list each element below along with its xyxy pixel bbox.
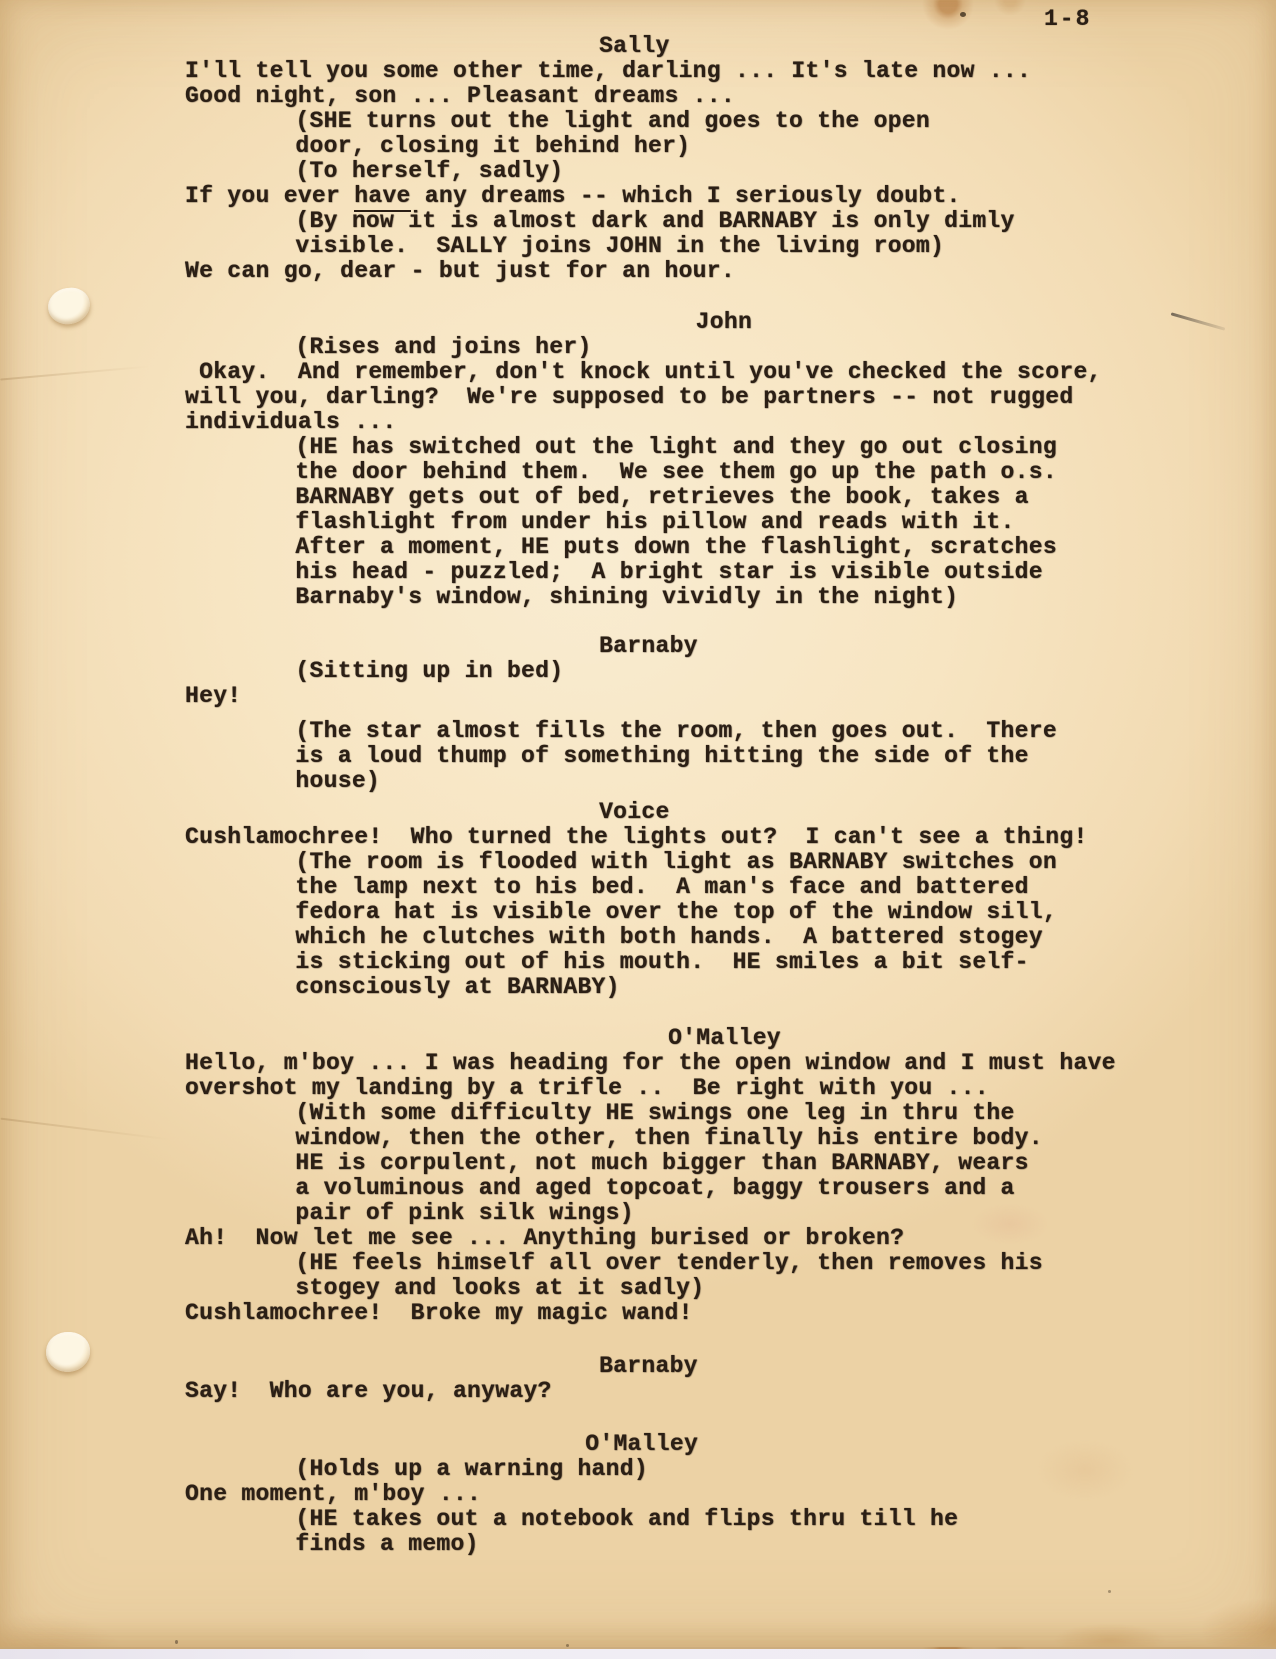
stage-direction: BARNABY gets out of bed, retrieves the book, takes a xyxy=(295,484,1029,510)
ink-speck xyxy=(1108,1590,1111,1593)
dialogue-line: If you ever have any dreams -- which I seriously doubt. xyxy=(185,184,1276,209)
stage-direction: which he clutches with both hands. A battered stogey xyxy=(295,924,1043,950)
dialogue-line: Cushlamochree! Broke my magic wand! xyxy=(185,1300,693,1326)
character-name: Barnaby xyxy=(599,633,698,659)
character-name: Voice xyxy=(599,799,670,825)
stage-direction: is sticking out of his mouth. HE smiles a bit self- xyxy=(295,949,1029,975)
stage-direction: a voluminous and aged topcoat, baggy trousers and a xyxy=(295,1175,1015,1201)
stage-direction: (The star almost fills the room, then goes out. There xyxy=(295,718,1057,744)
spacer xyxy=(185,1000,1276,1026)
dialogue-line: Good night, son ... Pleasant dreams ... xyxy=(185,83,735,109)
ink-speck xyxy=(175,1640,178,1644)
character-name: O'Malley xyxy=(585,1431,699,1457)
stage-direction: the door behind them. We see them go up the path o.s. xyxy=(295,459,1057,485)
dialogue-line: overshot my landing by a trifle .. Be right with you ... xyxy=(185,1075,989,1101)
spacer xyxy=(185,1326,1276,1354)
stage-direction: pair of pink silk wings) xyxy=(295,1200,634,1226)
character-name: John xyxy=(695,309,753,335)
underlined-word: have xyxy=(354,183,410,212)
stage-direction: (Holds up a warning hand) xyxy=(295,1456,648,1482)
stage-direction: (With some difficulty HE swings one leg in thru the xyxy=(295,1100,1015,1126)
character-name: Sally xyxy=(599,33,670,59)
stage-direction: consciously at BARNABY) xyxy=(295,974,620,1000)
page-number: 1-8 xyxy=(1044,6,1092,32)
spacer xyxy=(185,1404,1276,1432)
stage-direction: After a moment, HE puts down the flashlight, scratches xyxy=(295,534,1057,560)
stage-direction: (Sitting up in bed) xyxy=(295,658,564,684)
stage-direction: is a loud thump of something hitting the side of the xyxy=(295,743,1029,769)
stage-direction: (HE feels himself all over tenderly, then removes his xyxy=(295,1250,1043,1276)
ink-speck xyxy=(960,12,966,17)
dialogue-line: One moment, m'boy ... xyxy=(185,1481,482,1507)
dialogue-line: Hey! xyxy=(185,683,242,709)
dialogue-line: Cushlamochree! Who turned the lights out? I can't see a thing! xyxy=(185,824,1088,850)
stage-direction: (HE has switched out the light and they go out closing xyxy=(295,434,1057,460)
dialogue-line: Hello, m'boy ... I was heading for the open window and I must have xyxy=(185,1050,1116,1076)
dialogue-line: Ah! Now let me see ... Anything burised or broken? xyxy=(185,1225,905,1251)
spacer xyxy=(185,284,1276,310)
stage-direction: (Rises and joins her) xyxy=(295,334,592,360)
dialogue-line: Okay. And remember, don't knock until you've checked the score, xyxy=(185,359,1102,385)
stage-direction: (SHE turns out the light and goes to the open xyxy=(295,108,931,134)
stage-direction: the lamp next to his bed. A man's face and battered xyxy=(295,874,1029,900)
stage-direction: fedora hat is visible over the top of the window sill, xyxy=(295,899,1057,925)
stage-direction: window, then the other, then finally his entire body. xyxy=(295,1125,1043,1151)
stage-direction: his head - puzzled; A bright star is visible outside xyxy=(295,559,1043,585)
stage-direction: (To herself, sadly) xyxy=(295,158,564,184)
stage-direction: visible. SALLY joins JOHN in the living room) xyxy=(295,233,945,259)
dialogue-line: I'll tell you some other time, darling ... It's late now ... xyxy=(185,58,1032,84)
spacer xyxy=(185,610,1276,634)
dialogue-line: individuals ... xyxy=(185,409,397,435)
stage-direction: (HE takes out a notebook and flips thru till he xyxy=(295,1506,959,1532)
stage-direction: stogey and looks at it sadly) xyxy=(295,1275,705,1301)
stage-direction: finds a memo) xyxy=(295,1531,479,1557)
dialogue-line: We can go, dear - but just for an hour. xyxy=(185,258,735,284)
stage-direction: (The room is flooded with light as BARNABY switches on xyxy=(295,849,1057,875)
dialogue-line: Say! Who are you, anyway? xyxy=(185,1378,552,1404)
character-name: Barnaby xyxy=(599,1353,698,1379)
ink-speck xyxy=(566,1644,569,1647)
stage-direction: flashlight from under his pillow and reads with it. xyxy=(295,509,1015,535)
stage-direction: door, closing it behind her) xyxy=(295,133,691,159)
stage-direction: house) xyxy=(295,768,381,794)
stage-direction: HE is corpulent, not much bigger than BARNABY, wears xyxy=(295,1150,1029,1176)
character-name: O'Malley xyxy=(668,1025,781,1051)
stage-direction: Barnaby's window, shining vividly in the night) xyxy=(295,584,959,610)
stage-direction: (By now it is almost dark and BARNABY is only dimly xyxy=(295,208,1015,234)
dialogue-line: will you, darling? We're supposed to be partners -- not rugged xyxy=(185,384,1074,410)
